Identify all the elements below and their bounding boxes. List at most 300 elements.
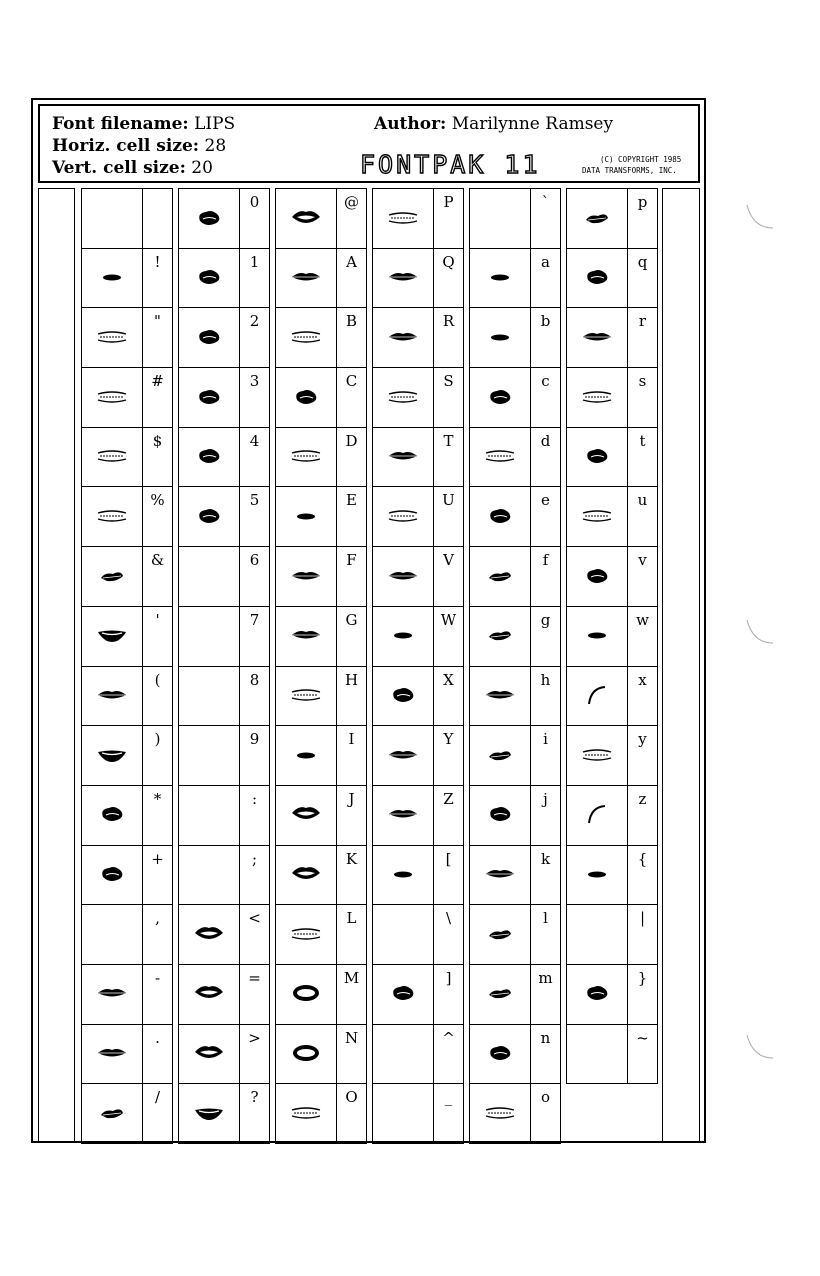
key-character-label: g bbox=[531, 606, 561, 666]
key-character-label: P bbox=[434, 189, 464, 249]
key-character-label: * bbox=[143, 785, 173, 845]
key-character-label: E bbox=[337, 487, 367, 547]
glyph-cell bbox=[567, 248, 628, 308]
key-character-label: ) bbox=[143, 726, 173, 786]
key-character-label: | bbox=[628, 905, 658, 965]
punch-hole-mark-3 bbox=[745, 1030, 775, 1070]
lips-glyph-kiss-icon bbox=[582, 445, 612, 471]
glyph-cell bbox=[470, 1024, 531, 1084]
right-margin-strip bbox=[662, 188, 700, 1143]
key-character-label: X bbox=[434, 666, 464, 726]
key-character-label: } bbox=[628, 964, 658, 1024]
key-character-label: T bbox=[434, 427, 464, 487]
key-character-label: 8 bbox=[240, 666, 270, 726]
glyph-cell bbox=[470, 189, 531, 249]
key-character-label: 1 bbox=[240, 248, 270, 308]
lips-glyph-lips-icon bbox=[289, 568, 323, 588]
key-character-label: I bbox=[337, 726, 367, 786]
key-character-label: r bbox=[628, 308, 658, 368]
glyph-cell bbox=[276, 845, 337, 905]
lips-glyph-lips-icon bbox=[386, 269, 420, 289]
lips-glyph-small-icon bbox=[485, 270, 515, 289]
lips-glyph-lips-icon bbox=[483, 866, 517, 886]
lips-glyph-side-icon bbox=[485, 924, 515, 948]
lips-glyph-small-icon bbox=[388, 628, 418, 647]
character-row bbox=[470, 785, 561, 845]
character-row bbox=[179, 905, 270, 965]
key-character-label: _ bbox=[434, 1084, 464, 1144]
glyph-cell bbox=[179, 1024, 240, 1084]
key-character-label: s bbox=[628, 368, 658, 428]
lips-glyph-lips-icon bbox=[386, 329, 420, 349]
character-row bbox=[82, 666, 173, 726]
key-character-label: Q bbox=[434, 248, 464, 308]
glyph-cell bbox=[82, 666, 143, 726]
lips-glyph-kiss-icon bbox=[485, 803, 515, 829]
key-character-label: 2 bbox=[240, 308, 270, 368]
lips-glyph-lines-icon bbox=[289, 448, 323, 468]
lips-glyph-oval-icon bbox=[289, 1042, 323, 1068]
lips-glyph-lines-icon bbox=[580, 389, 614, 409]
key-character-label: S bbox=[434, 368, 464, 428]
character-column bbox=[275, 188, 367, 1144]
character-row bbox=[179, 487, 270, 547]
character-row bbox=[82, 547, 173, 607]
header-box bbox=[38, 104, 700, 183]
glyph-cell bbox=[373, 845, 434, 905]
lips-glyph-lines-icon bbox=[386, 389, 420, 409]
glyph-cell bbox=[470, 905, 531, 965]
character-row bbox=[82, 785, 173, 845]
key-character-label: - bbox=[143, 964, 173, 1024]
key-character-label: t bbox=[628, 427, 658, 487]
lips-glyph-side-icon bbox=[485, 566, 515, 590]
key-character-label: F bbox=[337, 547, 367, 607]
glyph-cell bbox=[179, 487, 240, 547]
key-character-label: 7 bbox=[240, 606, 270, 666]
lips-glyph-lips-icon bbox=[95, 687, 129, 707]
glyph-cell bbox=[373, 1024, 434, 1084]
glyph-cell bbox=[567, 905, 628, 965]
lips-glyph-lines-icon bbox=[289, 329, 323, 349]
key-character-label: 5 bbox=[240, 487, 270, 547]
lips-glyph-kiss-icon bbox=[485, 386, 515, 412]
key-character-label: \ bbox=[434, 905, 464, 965]
glyph-cell bbox=[276, 964, 337, 1024]
lips-glyph-lines-icon bbox=[483, 448, 517, 468]
character-row bbox=[373, 964, 464, 1024]
glyph-cell bbox=[179, 905, 240, 965]
lips-glyph-kiss-icon bbox=[194, 386, 224, 412]
glyph-cell bbox=[373, 248, 434, 308]
font-filename-value: LIPS bbox=[194, 114, 236, 134]
character-row bbox=[179, 964, 270, 1024]
glyph-cell bbox=[276, 905, 337, 965]
character-row bbox=[470, 368, 561, 428]
character-row bbox=[373, 368, 464, 428]
lips-glyph-lines-icon bbox=[289, 1105, 323, 1125]
character-row bbox=[373, 248, 464, 308]
character-row bbox=[276, 487, 367, 547]
key-character-label: ' bbox=[143, 606, 173, 666]
lips-glyph-kiss-icon bbox=[582, 266, 612, 292]
character-row bbox=[179, 368, 270, 428]
glyph-cell bbox=[179, 248, 240, 308]
lips-glyph-lips-icon bbox=[483, 687, 517, 707]
lips-glyph-lines-icon bbox=[95, 508, 129, 528]
glyph-cell bbox=[82, 487, 143, 547]
glyph-cell bbox=[373, 308, 434, 368]
key-character-label: 0 bbox=[240, 189, 270, 249]
glyph-cell bbox=[82, 308, 143, 368]
glyph-cell bbox=[82, 964, 143, 1024]
character-row bbox=[82, 1024, 173, 1084]
lips-glyph-kiss-icon bbox=[194, 505, 224, 531]
lips-glyph-small-icon bbox=[291, 747, 321, 766]
character-row bbox=[567, 666, 658, 726]
character-row bbox=[470, 248, 561, 308]
key-character-label: 9 bbox=[240, 726, 270, 786]
key-character-label: ( bbox=[143, 666, 173, 726]
lips-glyph-open-icon bbox=[289, 863, 323, 889]
lips-glyph-lines-icon bbox=[386, 508, 420, 528]
character-row bbox=[373, 606, 464, 666]
character-row bbox=[373, 308, 464, 368]
key-character-label: x bbox=[628, 666, 658, 726]
character-row bbox=[276, 666, 367, 726]
lips-glyph-lips-icon bbox=[95, 1045, 129, 1065]
character-row bbox=[567, 606, 658, 666]
key-character-label: 6 bbox=[240, 547, 270, 607]
character-row bbox=[82, 726, 173, 786]
key-character-label: : bbox=[240, 785, 270, 845]
lips-glyph-lips-icon bbox=[289, 269, 323, 289]
lips-glyph-lines-icon bbox=[580, 747, 614, 767]
glyph-cell bbox=[276, 726, 337, 786]
lips-glyph-kiss-icon bbox=[485, 505, 515, 531]
glyph-cell bbox=[470, 308, 531, 368]
glyph-cell bbox=[179, 726, 240, 786]
glyph-cell bbox=[82, 189, 143, 249]
lips-glyph-kiss-icon bbox=[291, 386, 321, 412]
lips-glyph-lines-icon bbox=[289, 926, 323, 946]
character-row bbox=[179, 726, 270, 786]
glyph-cell bbox=[82, 606, 143, 666]
character-row bbox=[276, 427, 367, 487]
key-character-label: U bbox=[434, 487, 464, 547]
glyph-cell bbox=[567, 427, 628, 487]
glyph-cell bbox=[82, 785, 143, 845]
lips-glyph-kiss-icon bbox=[582, 982, 612, 1008]
glyph-cell bbox=[276, 606, 337, 666]
key-character-label: A bbox=[337, 248, 367, 308]
character-row bbox=[567, 487, 658, 547]
lips-glyph-open-icon bbox=[192, 1042, 226, 1068]
key-character-label: i bbox=[531, 726, 561, 786]
character-row bbox=[82, 427, 173, 487]
glyph-cell bbox=[82, 547, 143, 607]
character-row bbox=[179, 427, 270, 487]
character-row bbox=[373, 189, 464, 249]
key-character-label: C bbox=[337, 368, 367, 428]
character-row bbox=[567, 905, 658, 965]
glyph-cell bbox=[179, 785, 240, 845]
key-character-label: a bbox=[531, 248, 561, 308]
key-character-label bbox=[143, 189, 173, 249]
fontpak-logo: FONTPAK 11 bbox=[360, 150, 541, 179]
character-column bbox=[372, 188, 464, 1144]
character-column bbox=[469, 188, 561, 1144]
lips-glyph-lips-icon bbox=[580, 329, 614, 349]
glyph-cell bbox=[567, 547, 628, 607]
glyph-cell bbox=[470, 666, 531, 726]
left-margin-strip bbox=[38, 188, 75, 1143]
lips-glyph-lines-icon bbox=[289, 687, 323, 707]
lips-glyph-small-icon bbox=[291, 508, 321, 527]
key-character-label: < bbox=[240, 905, 270, 965]
key-character-label: & bbox=[143, 547, 173, 607]
key-character-label: 3 bbox=[240, 368, 270, 428]
glyph-cell bbox=[82, 368, 143, 428]
glyph-cell bbox=[470, 606, 531, 666]
character-row bbox=[373, 666, 464, 726]
character-row bbox=[373, 427, 464, 487]
key-character-label: ^ bbox=[434, 1024, 464, 1084]
lips-glyph-kiss-icon bbox=[194, 266, 224, 292]
key-character-label: k bbox=[531, 845, 561, 905]
lips-glyph-kiss-icon bbox=[388, 684, 418, 710]
glyph-cell bbox=[179, 308, 240, 368]
glyph-cell bbox=[179, 427, 240, 487]
glyph-cell bbox=[567, 785, 628, 845]
key-character-label: # bbox=[143, 368, 173, 428]
glyph-cell bbox=[179, 368, 240, 428]
key-character-label: W bbox=[434, 606, 464, 666]
glyph-cell bbox=[470, 547, 531, 607]
glyph-cell bbox=[470, 1084, 531, 1144]
glyph-cell bbox=[373, 487, 434, 547]
character-row bbox=[470, 726, 561, 786]
character-row bbox=[82, 845, 173, 905]
key-character-label: ] bbox=[434, 964, 464, 1024]
character-row bbox=[567, 547, 658, 607]
character-column bbox=[81, 188, 173, 1144]
character-row bbox=[82, 368, 173, 428]
character-row bbox=[179, 1084, 270, 1144]
lips-glyph-kiss-icon bbox=[582, 565, 612, 591]
key-character-label: / bbox=[143, 1084, 173, 1144]
character-row bbox=[276, 905, 367, 965]
key-character-label: ; bbox=[240, 845, 270, 905]
glyph-cell bbox=[373, 189, 434, 249]
lips-glyph-open-icon bbox=[192, 923, 226, 949]
character-row bbox=[82, 905, 173, 965]
character-row bbox=[179, 189, 270, 249]
character-row bbox=[179, 248, 270, 308]
key-character-label: p bbox=[628, 189, 658, 249]
lips-glyph-smile-icon bbox=[95, 746, 129, 768]
glyph-cell bbox=[373, 368, 434, 428]
key-character-label: Z bbox=[434, 785, 464, 845]
punch-hole-mark-1 bbox=[745, 200, 775, 240]
key-character-label: J bbox=[337, 785, 367, 845]
key-character-label: H bbox=[337, 666, 367, 726]
character-row bbox=[470, 547, 561, 607]
character-row bbox=[567, 726, 658, 786]
character-row bbox=[567, 845, 658, 905]
character-row bbox=[179, 606, 270, 666]
glyph-cell bbox=[470, 248, 531, 308]
character-row bbox=[567, 308, 658, 368]
character-row bbox=[276, 964, 367, 1024]
character-row bbox=[567, 964, 658, 1024]
lips-glyph-lips-icon bbox=[386, 568, 420, 588]
character-row bbox=[276, 248, 367, 308]
character-row bbox=[373, 726, 464, 786]
horiz-cell-line bbox=[52, 136, 226, 156]
horiz-cell-label: Horiz. cell size: bbox=[52, 136, 200, 156]
key-character-label: m bbox=[531, 964, 561, 1024]
glyph-cell bbox=[82, 726, 143, 786]
glyph-cell bbox=[470, 368, 531, 428]
glyph-cell bbox=[276, 666, 337, 726]
character-row bbox=[373, 1084, 464, 1144]
key-character-label: G bbox=[337, 606, 367, 666]
copyright-line-1: (C) COPYRIGHT 1985 bbox=[600, 155, 682, 164]
character-row bbox=[470, 845, 561, 905]
key-character-label: $ bbox=[143, 427, 173, 487]
lips-glyph-kiss-icon bbox=[388, 982, 418, 1008]
key-character-label: % bbox=[143, 487, 173, 547]
glyph-cell bbox=[276, 427, 337, 487]
lips-glyph-lines-icon bbox=[95, 448, 129, 468]
character-row bbox=[470, 606, 561, 666]
character-row bbox=[82, 964, 173, 1024]
glyph-cell bbox=[567, 1024, 628, 1084]
glyph-cell bbox=[373, 427, 434, 487]
key-character-label: l bbox=[531, 905, 561, 965]
lips-glyph-lips-icon bbox=[386, 448, 420, 468]
glyph-cell bbox=[567, 666, 628, 726]
character-row bbox=[179, 308, 270, 368]
key-character-label: K bbox=[337, 845, 367, 905]
lips-glyph-lips-icon bbox=[289, 627, 323, 647]
character-column bbox=[178, 188, 270, 1144]
character-row bbox=[276, 368, 367, 428]
key-character-label: [ bbox=[434, 845, 464, 905]
glyph-cell bbox=[82, 1084, 143, 1144]
vert-cell-line bbox=[52, 158, 213, 178]
glyph-cell bbox=[276, 189, 337, 249]
glyph-cell bbox=[470, 427, 531, 487]
glyph-cell bbox=[82, 1024, 143, 1084]
lips-glyph-small-icon bbox=[582, 628, 612, 647]
key-character-label: d bbox=[531, 427, 561, 487]
lips-glyph-curve-icon bbox=[585, 801, 609, 831]
glyph-cell bbox=[567, 606, 628, 666]
character-row bbox=[373, 845, 464, 905]
glyph-cell bbox=[82, 427, 143, 487]
lips-glyph-lines-icon bbox=[95, 389, 129, 409]
glyph-cell bbox=[276, 785, 337, 845]
key-character-label: ~ bbox=[628, 1024, 658, 1084]
key-character-label: z bbox=[628, 785, 658, 845]
character-row bbox=[276, 726, 367, 786]
key-character-label: . bbox=[143, 1024, 173, 1084]
character-row bbox=[470, 189, 561, 249]
character-row bbox=[567, 427, 658, 487]
key-character-label: = bbox=[240, 964, 270, 1024]
glyph-cell bbox=[276, 368, 337, 428]
character-row bbox=[82, 1084, 173, 1144]
character-row bbox=[276, 189, 367, 249]
glyph-cell bbox=[82, 845, 143, 905]
font-filename-label: Font filename: bbox=[52, 114, 189, 134]
lips-glyph-curve-icon bbox=[585, 682, 609, 712]
character-row bbox=[179, 1024, 270, 1084]
character-row bbox=[82, 248, 173, 308]
character-row bbox=[179, 666, 270, 726]
key-character-label: w bbox=[628, 606, 658, 666]
glyph-cell bbox=[470, 964, 531, 1024]
character-row bbox=[276, 1084, 367, 1144]
glyph-cell bbox=[470, 726, 531, 786]
glyph-cell bbox=[567, 368, 628, 428]
key-character-label: " bbox=[143, 308, 173, 368]
glyph-cell bbox=[567, 845, 628, 905]
glyph-cell bbox=[567, 308, 628, 368]
glyph-cell bbox=[276, 1024, 337, 1084]
character-row bbox=[470, 666, 561, 726]
lips-glyph-lips-icon bbox=[95, 985, 129, 1005]
lips-glyph-lips-icon bbox=[386, 747, 420, 767]
lips-glyph-small-icon bbox=[485, 329, 515, 348]
lips-glyph-lips-icon bbox=[386, 806, 420, 826]
lips-glyph-kiss-icon bbox=[194, 326, 224, 352]
author-line bbox=[374, 114, 613, 134]
lips-glyph-small-icon bbox=[388, 867, 418, 886]
lips-glyph-side-icon bbox=[97, 566, 127, 590]
character-row bbox=[373, 905, 464, 965]
key-character-label: o bbox=[531, 1084, 561, 1144]
lips-glyph-small-icon bbox=[97, 270, 127, 289]
character-row bbox=[179, 845, 270, 905]
character-row bbox=[82, 189, 173, 249]
glyph-cell bbox=[567, 487, 628, 547]
lips-glyph-side-icon bbox=[485, 745, 515, 769]
key-character-label: D bbox=[337, 427, 367, 487]
author-value: Marilynne Ramsey bbox=[451, 114, 614, 134]
lips-glyph-lines-icon bbox=[580, 508, 614, 528]
glyph-cell bbox=[373, 785, 434, 845]
key-character-label: + bbox=[143, 845, 173, 905]
glyph-cell bbox=[82, 905, 143, 965]
glyph-cell bbox=[276, 1084, 337, 1144]
key-character-label: N bbox=[337, 1024, 367, 1084]
key-character-label: Y bbox=[434, 726, 464, 786]
character-row bbox=[470, 1084, 561, 1144]
glyph-cell bbox=[179, 964, 240, 1024]
horiz-cell-value: 28 bbox=[204, 136, 227, 156]
character-row bbox=[373, 547, 464, 607]
glyph-cell bbox=[276, 308, 337, 368]
character-row bbox=[373, 1024, 464, 1084]
key-character-label: > bbox=[240, 1024, 270, 1084]
punch-hole-mark-2 bbox=[745, 615, 775, 655]
lips-glyph-kiss-icon bbox=[97, 803, 127, 829]
character-row bbox=[567, 785, 658, 845]
character-row bbox=[470, 1024, 561, 1084]
